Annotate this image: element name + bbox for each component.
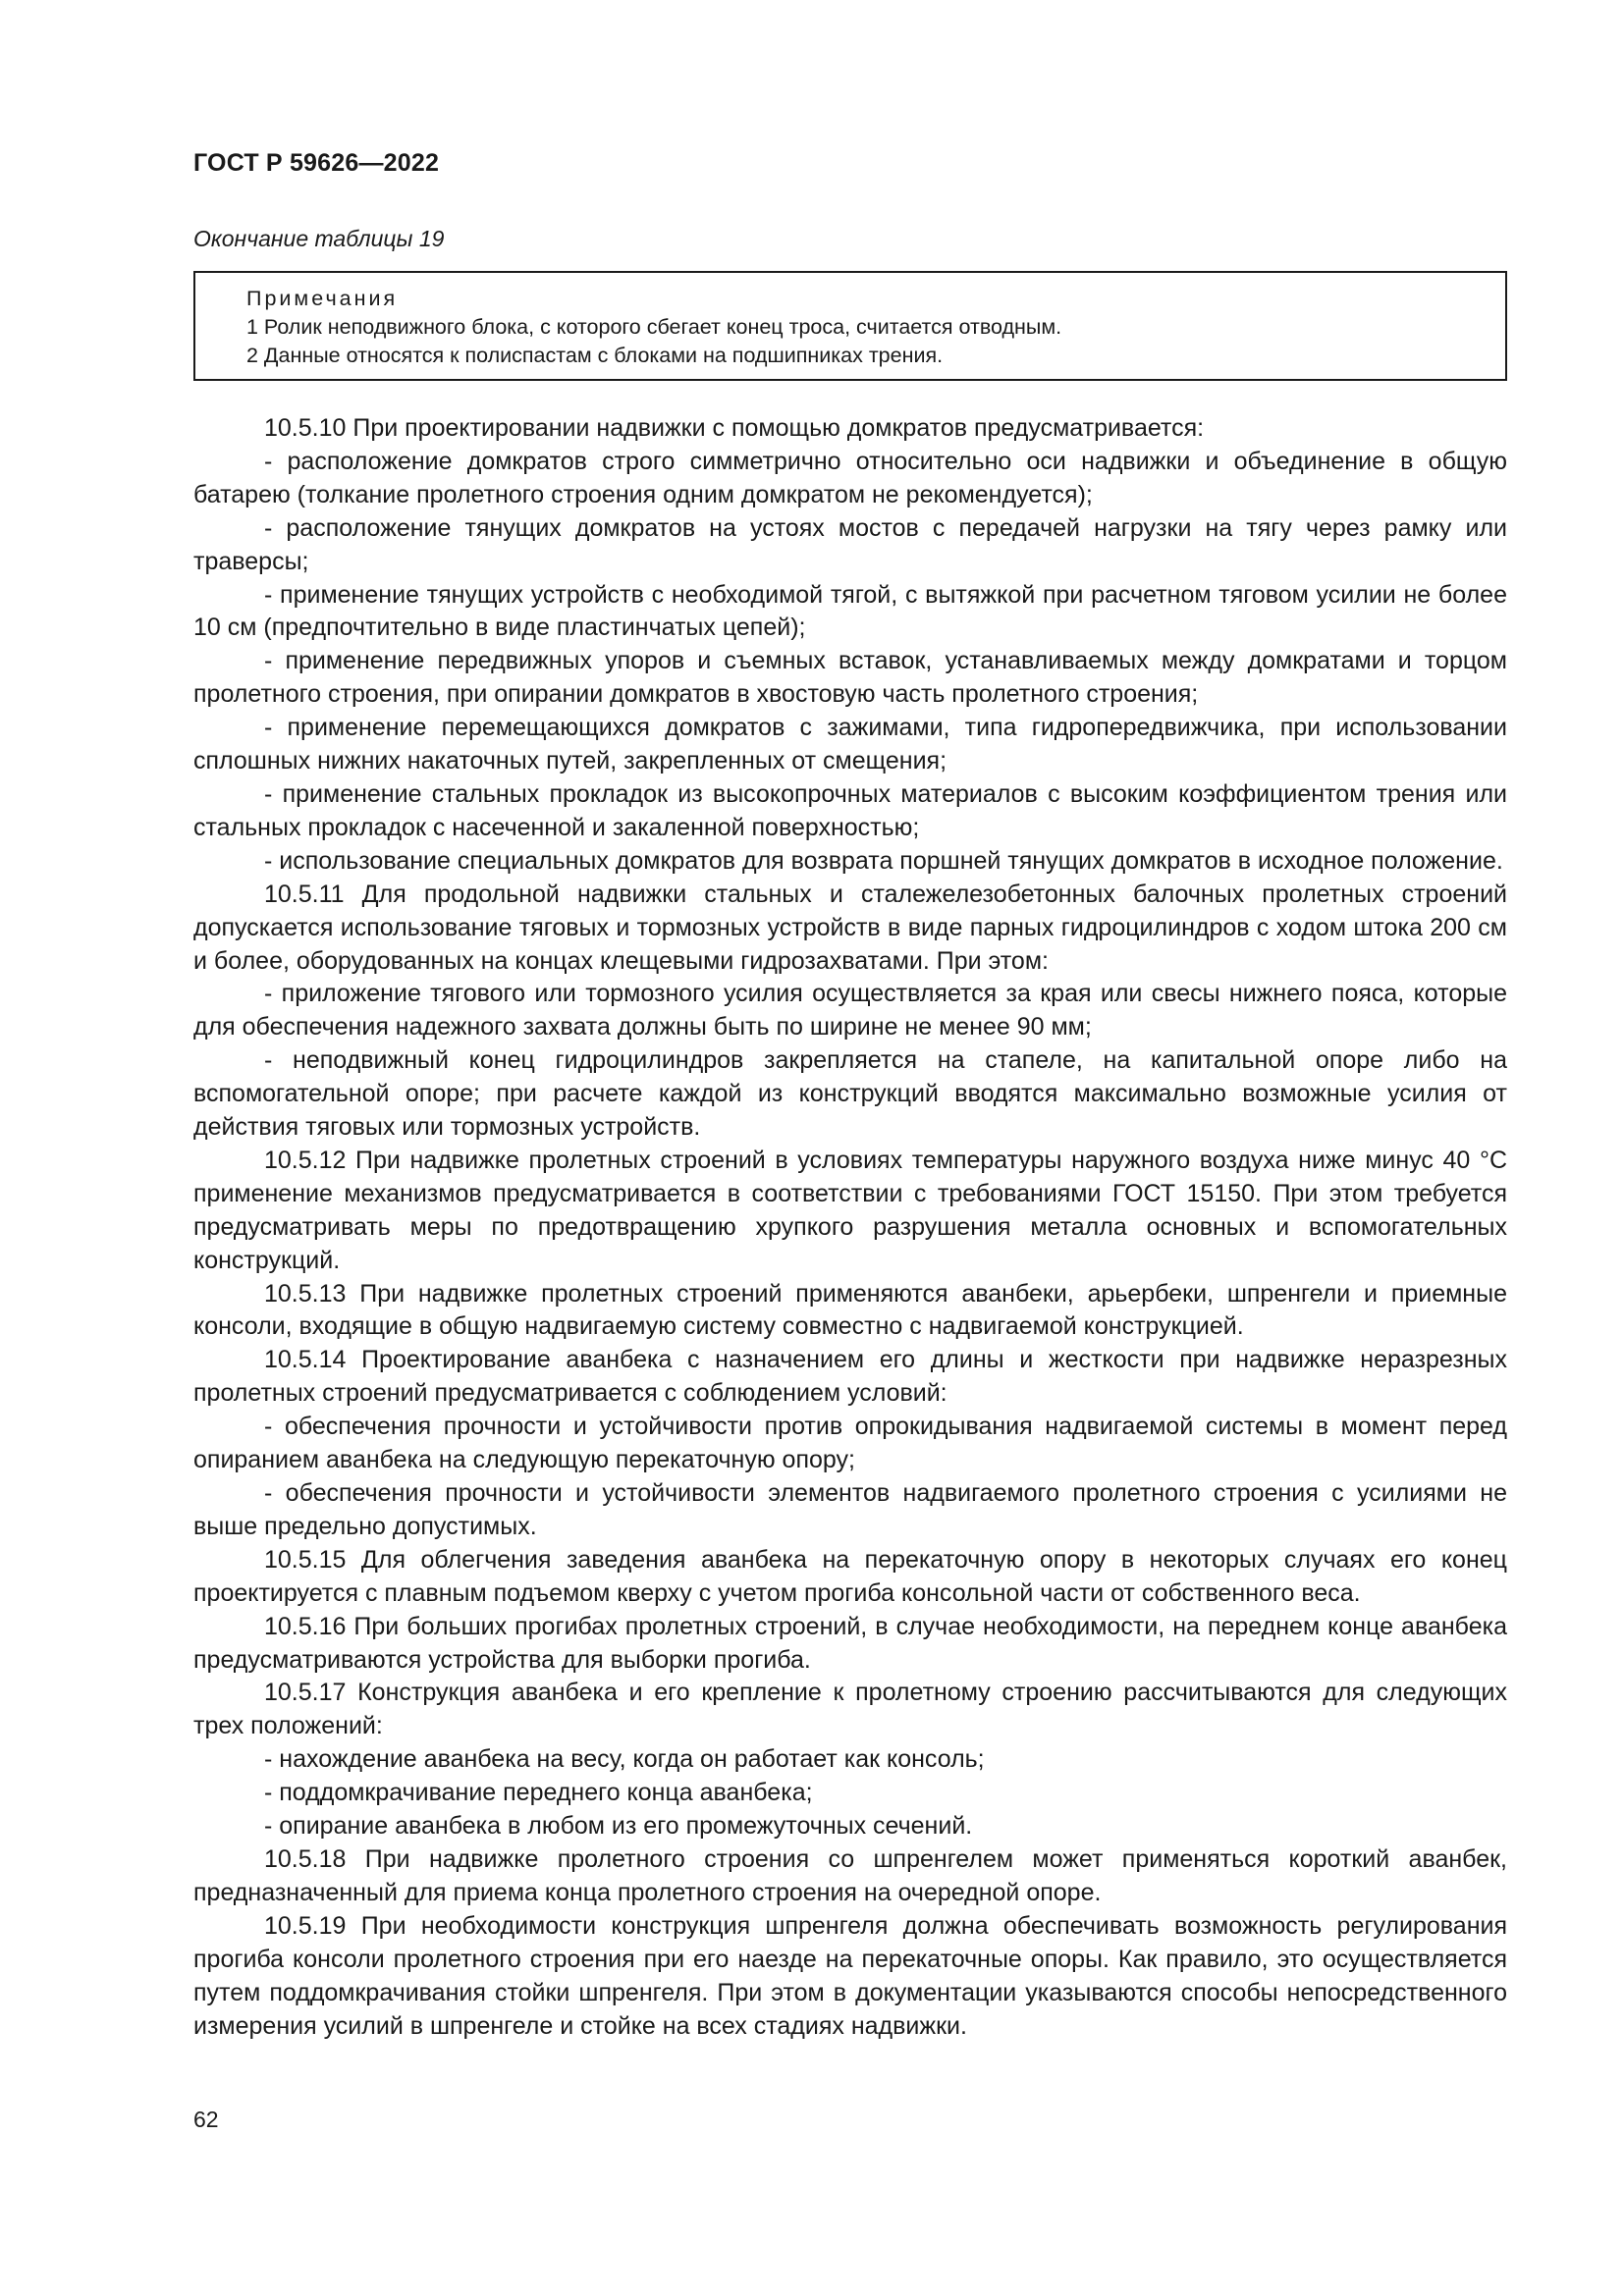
notes-title: Примечания [246,287,399,310]
list-item: - расположение домкратов строго симметрично относительно оси надвижки и объединение в общую батарею (толкание пролетного строения одним домкратом не рекомендуется); [193,447,1507,508]
document-body [193,412,1507,2043]
list-item: - расположение тянущих домкратов на устоях мостов с передачей нагрузки на тягу через рамку или траверсы; [193,513,1507,575]
list-item: - нахождение аванбека на весу, когда он работает как консоль; [264,1745,985,1774]
note-item: 1 Ролик неподвижного блока, с которого сбегает конец троса, считается отводным. [246,315,1062,339]
paragraph: 10.5.11 Для продольной надвижки стальных и сталежелезобетонных балочных пролетных строений допускается использование тяговых и тормозных устройств в виде парных гидроцилиндров с ходом штока 200 см и более, оборудованных на концах клещевыми гидрозахватами. При этом: [193,880,1507,975]
paragraph: 10.5.12 При надвижке пролетных строений в условиях температуры наружного воздуха ниже минус 40 °С применение механизмов предусматривается в соответствии с требованиями ГОСТ 15150. При этом требуется предусматривать меры по предотвращению хрупкого разрушения металла основных и вспомогательных конструкций. [193,1146,1507,1274]
list-item: - применение передвижных упоров и съемных вставок, устанавливаемых между домкратами и торцом пролетного строения, при опирании домкратов в хвостовую часть пролетного строения; [193,647,1507,709]
paragraph: 10.5.18 При надвижке пролетного строения со шпренгелем может применяться короткий аванбек, предназначенный для приема конца пролетного строения на очередной опоре. [193,1844,1507,1906]
paragraph: 10.5.17 Конструкция аванбека и его крепление к пролетному строению рассчитываются для следующих трех положений: [193,1679,1507,1740]
list-item: - использование специальных домкратов для возврата поршней тянущих домкратов в исходное положение. [264,846,1503,875]
list-item: - применение перемещающихся домкратов с зажимами, типа гидропередвижчика, при использовании сплошных нижних накаточных путей, закрепленных от смещения; [193,714,1507,775]
list-item: - опирание аванбека в любом из его промежуточных сечений. [264,1812,973,1841]
list-item: - обеспечения прочности и устойчивости против опрокидывания надвигаемой системы в момент перед опиранием аванбека на следующую перекаточную опору; [193,1413,1507,1474]
paragraph: 10.5.15 Для облегчения заведения аванбека на перекаточную опору в некоторых случаях его конец проектируется с плавным подъемом кверху с учетом прогиба консольной части от собственного веса. [193,1545,1507,1607]
table-continuation-caption: Окончание таблицы 19 [193,226,445,251]
standard-designation: ГОСТ Р 59626—2022 [193,149,440,177]
paragraph: 10.5.10 При проектировании надвижки с помощью домкратов предусматривается: [264,414,1205,442]
list-item: - приложение тягового или тормозного усилия осуществляется за края или свесы нижнего пояса, которые для обеспечения надежного захвата должны быть по ширине не менее 90 мм; [193,980,1507,1041]
list-item: - применение тянущих устройств с необходимой тягой, с вытяжкой при расчетном тяговом усилии не более 10 см (предпочтительно в виде пластинчатых цепей); [193,580,1507,642]
list-item: - поддомкрачивание переднего конца аванбека; [264,1779,813,1807]
list-item: - неподвижный конец гидроцилиндров закрепляется на стапеле, на капитальной опоре либо на вспомогательной опоре; при расчете каждой из конструкций вводятся максимально возможные усилия от действия тяговых или тормозных устройств. [193,1046,1507,1142]
paragraph: 10.5.16 При больших прогибах пролетных строений, в случае необходимости, на переднем конце аванбека предусматриваются устройства для выборки прогиба. [193,1612,1507,1674]
paragraph: 10.5.14 Проектирование аванбека с назначением его длины и жесткости при надвижке неразрезных пролетных строений предусматривается с соблюдением условий: [193,1346,1507,1408]
list-item: - обеспечения прочности и устойчивости элементов надвигаемого пролетного строения с усилиями не выше предельно допустимых. [193,1479,1507,1540]
table-notes-box [193,271,1507,381]
list-item: - применение стальных прокладок из высокопрочных материалов с высоким коэффициентом трения или стальных прокладок с насеченной и закаленной поверхностью; [193,779,1507,841]
paragraph: 10.5.19 При необходимости конструкция шпренгеля должна обеспечивать возможность регулирования прогиба консоли пролетного строения при его наезде на перекаточные опоры. Как правило, это осуществляется путем поддомкрачивания стойки шпренгеля. При этом в документации указываются способы непосредственного измерения усилий в шпренгеле и стойке на всех стадиях надвижки. [193,1911,1507,2040]
page-number: 62 [193,2107,219,2132]
paragraph: 10.5.13 При надвижке пролетных строений применяются аванбеки, арьербеки, шпренгели и приемные консоли, входящие в общую надвигаемую систему совместно с надвигаемой конструкцией. [193,1279,1507,1341]
note-item: 2 Данные относятся к полиспастам с блоками на подшипниках трения. [246,344,944,367]
